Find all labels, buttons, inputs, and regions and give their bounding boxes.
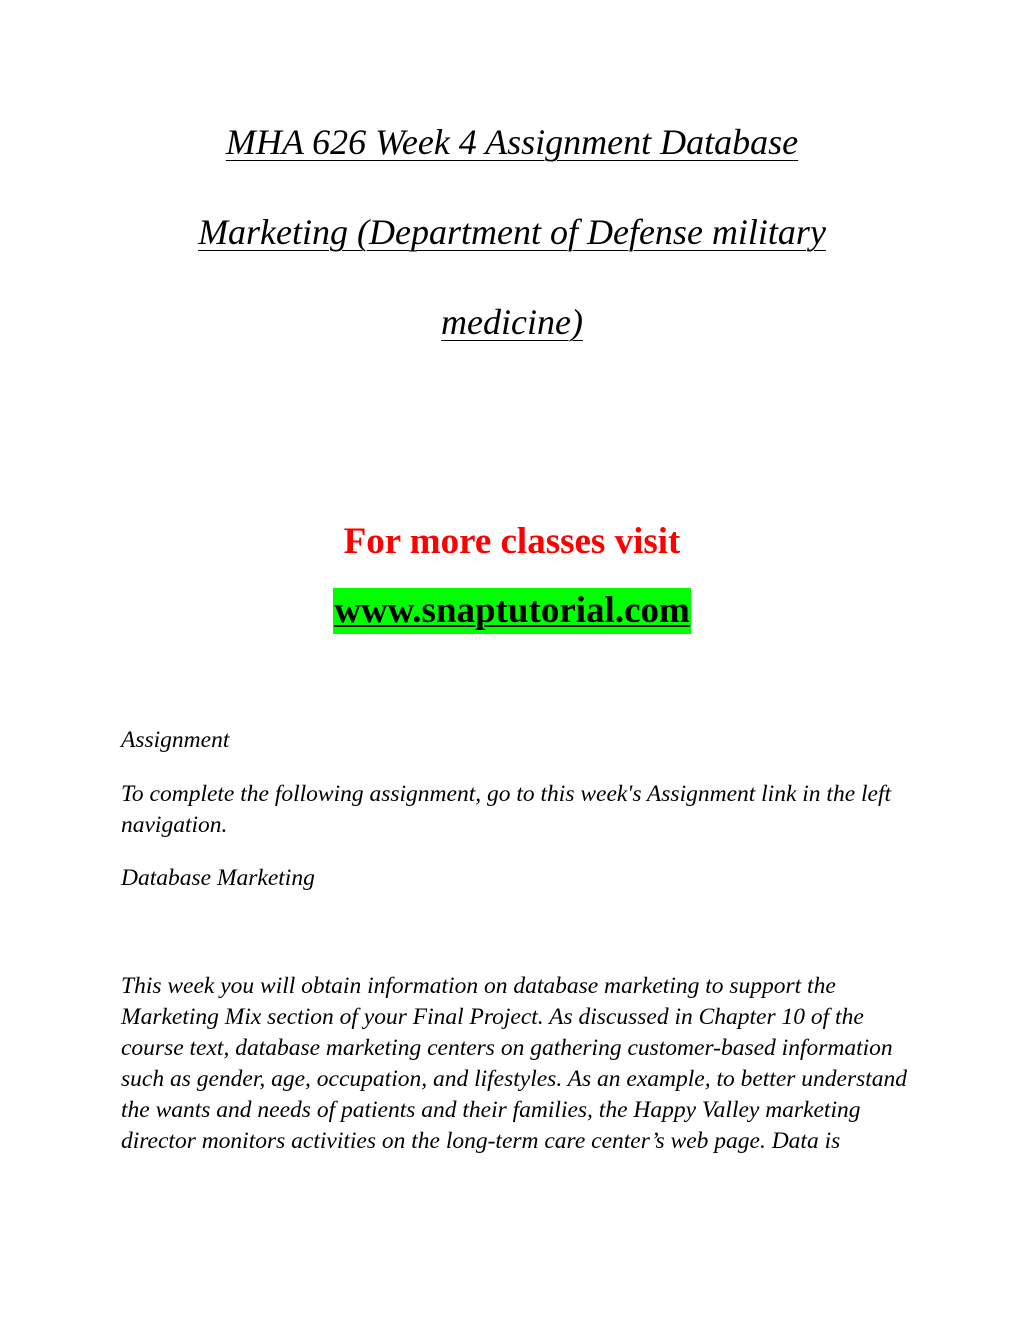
instructions-paragraph: To complete the following assignment, go to this week's Assignment link in the left navigation.	[121, 781, 892, 838]
body-paragraph: This week you will obtain information on database marketing to support the Marketing Mix section of your Final Project. As discussed in Chapter 10 of the course text, database marketing centers on gathering customer-based information such as gender, age, occupation, and lifestyles. As an example, to better understand the wants and needs of patients and their families, the Happy Valley marketing director monitors activities on the long-term care center’s web page. Data is	[121, 973, 908, 1154]
document-title-line-1: MHA 626 Week 4 Assignment Database	[225, 122, 799, 162]
document-title-line-3: medicine)	[441, 302, 583, 342]
promo-link-container	[0, 588, 1024, 634]
website-link[interactable]: www.snaptutorial.com	[333, 588, 691, 634]
assignment-label: Assignment	[121, 727, 230, 753]
document-title-line-2: Marketing (Department of Defense military	[198, 212, 826, 252]
section-subheading: Database Marketing	[121, 865, 315, 891]
promo-text: For more classes visit	[343, 521, 681, 562]
